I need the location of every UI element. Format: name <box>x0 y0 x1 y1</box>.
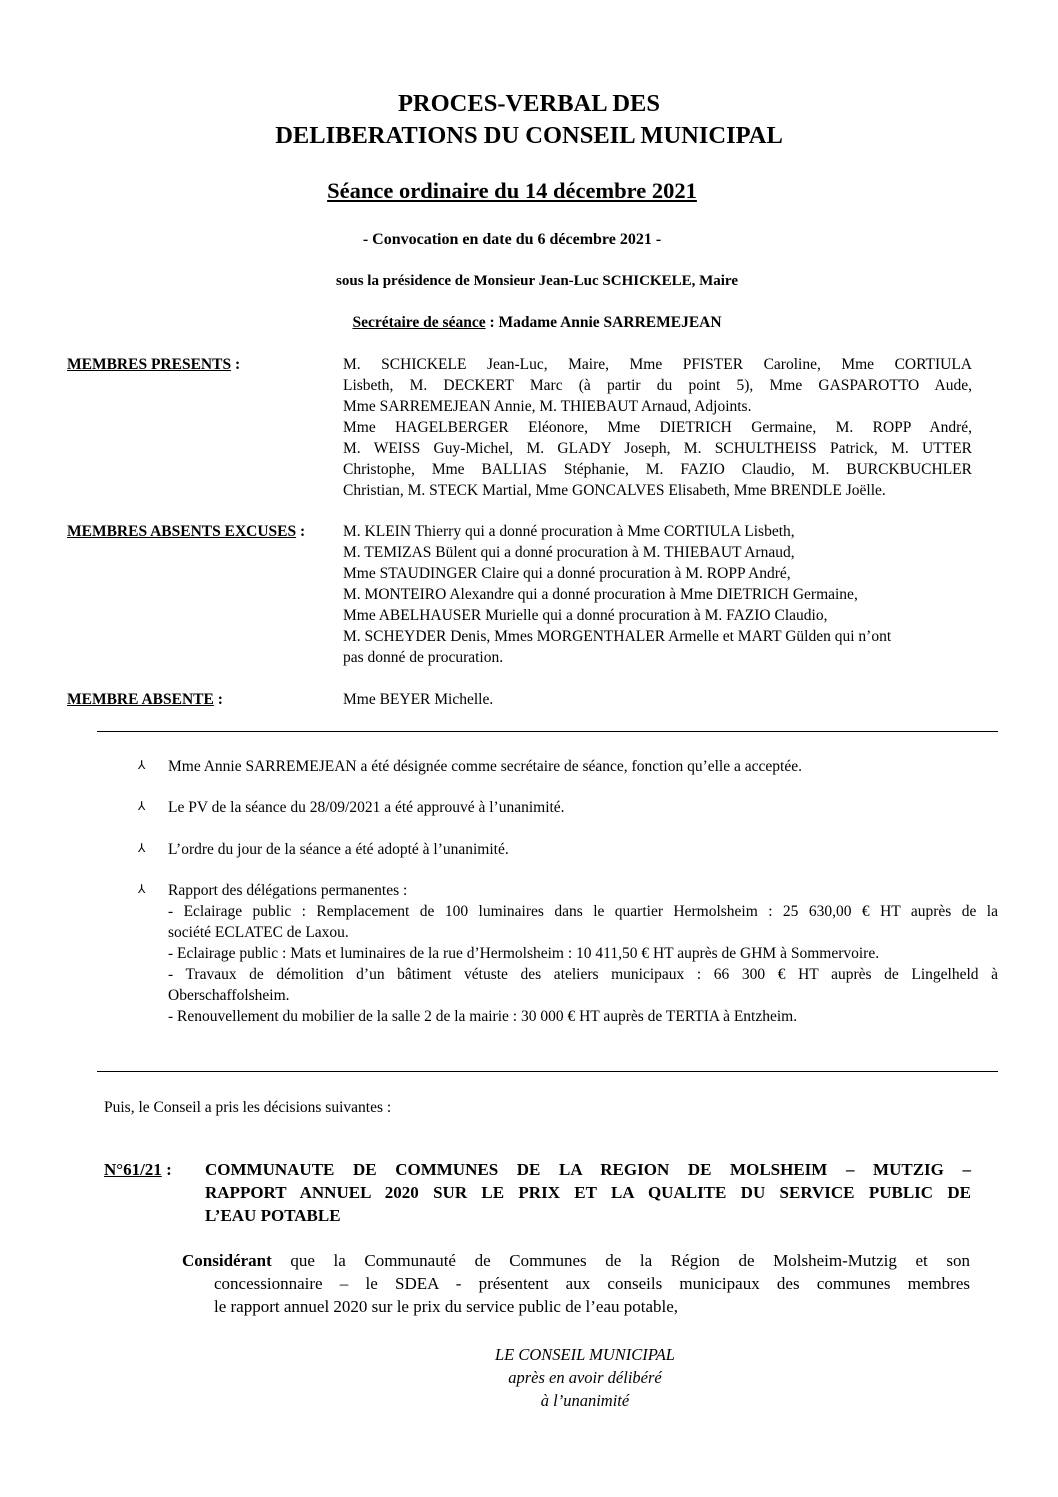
members-present-line: Lisbeth, M. DECKERT Marc (à partir du point 5), Mme GASPAROTTO Aude, <box>343 377 972 394</box>
members-absent-line: M. MONTEIRO Alexandre qui a donné procuration à Mme DIETRICH Germaine, <box>343 586 858 603</box>
members-present-label-text: MEMBRES PRESENTS <box>67 356 232 373</box>
session-title: Séance ordinaire du 14 décembre 2021 <box>327 178 697 203</box>
document-title <box>0 88 1058 152</box>
members-absent-line: Mme ABELHAUSER Murielle qui a donné procuration à M. FAZIO Claudio, <box>343 607 828 624</box>
bullet-arrow-icon: ⅄ <box>138 882 146 896</box>
delegation-line: société ECLATEC de Laxou. <box>168 924 349 941</box>
member-absent-label-suffix: : <box>213 691 223 708</box>
member-absent-label <box>67 689 223 710</box>
secretaire-value: : Madame Annie SARREMEJEAN <box>485 314 722 331</box>
members-present-line: M. WEISS Guy-Michel, M. GLADY Joseph, M. SCHULTHEISS Patrick, M. UTTER <box>343 440 972 457</box>
bullet-text: Mme Annie SARREMEJEAN a été désignée comme secrétaire de séance, fonction qu’elle a acceptée. <box>168 758 802 775</box>
title-line-1: PROCES-VERBAL DES <box>397 90 661 117</box>
title-line-2: DELIBERATIONS DU CONSEIL MUNICIPAL <box>275 122 783 149</box>
considerant-keyword: Considérant <box>182 1251 272 1270</box>
bullet-arrow-icon: ⅄ <box>138 841 146 855</box>
deliberation-number-text: N°61/21 <box>104 1160 162 1179</box>
members-present-label <box>67 354 240 375</box>
secretaire-de-seance <box>0 312 1058 334</box>
delegation-line: - Renouvellement du mobilier de la salle 2 de la mairie : 30 000 € HT auprès de TERTIA à Entzheim. <box>168 1008 798 1025</box>
delegation-line: - Eclairage public : Mats et luminaires de la rue d’Hermolsheim : 10 411,50 € HT auprès de GHM à Sommervoire. <box>168 945 880 962</box>
secretaire-label: Secrétaire de séance <box>352 314 486 331</box>
divider-top <box>97 731 998 732</box>
council-line: après en avoir délibéré <box>508 1368 662 1387</box>
deliberation-title-line: L’EAU POTABLE <box>205 1206 341 1225</box>
deliberation-title-line: RAPPORT ANNUEL 2020 SUR LE PRIX ET LA QUALITE DU SERVICE PUBLIC DE <box>205 1183 971 1202</box>
member-absent-value: Mme BEYER Michelle. <box>343 691 494 708</box>
deliberation-number-suffix: : <box>161 1160 172 1179</box>
members-absent-line: M. TEMIZAS Bülent qui a donné procuration à M. THIEBAUT Arnaud, <box>343 544 795 561</box>
members-present-list <box>343 354 972 501</box>
considerant-paragraph <box>182 1249 970 1318</box>
members-absent-excused-label-text: MEMBRES ABSENTS EXCUSES <box>67 523 297 540</box>
bullet-item <box>138 797 998 818</box>
bullet-arrow-icon: ⅄ <box>138 758 146 772</box>
bullet-text: Le PV de la séance du 28/09/2021 a été approuvé à l’unanimité. <box>168 799 565 816</box>
deliberation-number <box>104 1158 172 1181</box>
members-absent-excused-label-suffix: : <box>296 523 306 540</box>
members-present-line: M. SCHICKELE Jean-Luc, Maire, Mme PFISTER Caroline, Mme CORTIULA <box>343 356 972 373</box>
members-absent-excused-list <box>343 521 972 668</box>
bullet-item <box>138 839 998 860</box>
considerant-line-2: concessionnaire – le SDEA - présentent aux conseils municipaux des communes membres <box>214 1274 970 1293</box>
bullet-item <box>138 756 998 777</box>
bullet-text: L’ordre du jour de la séance a été adopté à l’unanimité. <box>168 841 509 858</box>
members-absent-line: Mme STAUDINGER Claire qui a donné procuration à M. ROPP André, <box>343 565 791 582</box>
considerant-line-3: le rapport annuel 2020 sur le prix du service public de l’eau potable, <box>214 1297 679 1316</box>
members-absent-line: pas donné de procuration. <box>343 649 504 666</box>
bullet-text: Rapport des délégations permanentes : <box>168 882 408 899</box>
delegation-line: - Eclairage public : Remplacement de 100 luminaires dans le quartier Hermolsheim : 25 630,00 € HT auprès de la <box>168 903 998 920</box>
member-absent-label-text: MEMBRE ABSENTE <box>67 691 214 708</box>
decisions-intro: Puis, le Conseil a pris les décisions suivantes : <box>104 1099 392 1116</box>
council-line: à l’unanimité <box>540 1391 630 1410</box>
members-absent-excused-label <box>67 521 305 542</box>
convocation-date: - Convocation en date du 6 décembre 2021 - <box>362 231 662 248</box>
members-present-line: Christophe, Mme BALLIAS Stéphanie, M. FAZIO Claudio, M. BURCKBUCHLER <box>343 461 972 478</box>
members-present-label-suffix: : <box>231 356 241 373</box>
members-absent-line: M. SCHEYDER Denis, Mmes MORGENTHALER Armelle et MART Gülden qui n’ont <box>343 628 892 645</box>
presidence: sous la présidence de Monsieur Jean-Luc SCHICKELE, Maire <box>336 273 738 289</box>
members-present-line: Mme SARREMEJEAN Annie, M. THIEBAUT Arnaud, Adjoints. <box>343 398 752 415</box>
bullet-arrow-icon: ⅄ <box>138 799 146 813</box>
council-line: LE CONSEIL MUNICIPAL <box>494 1345 675 1364</box>
considerant-line-1 <box>182 1249 970 1272</box>
delegation-line: Oberschaffolsheim. <box>168 987 290 1004</box>
divider-bottom <box>97 1071 998 1072</box>
members-present-line: Mme HAGELBERGER Eléonore, Mme DIETRICH Germaine, M. ROPP André, <box>343 419 972 436</box>
deliberation-title <box>205 1158 971 1227</box>
considerant-text-1: que la Communauté de Communes de la Région de Molsheim-Mutzig et son <box>271 1251 970 1270</box>
delegation-line: - Travaux de démolition d’un bâtiment vétuste des ateliers municipaux : 66 300 € HT auprès de Lingelheld à <box>168 966 998 983</box>
members-present-line: Christian, M. STECK Martial, Mme GONCALVES Elisabeth, Mme BRENDLE Joëlle. <box>343 482 886 499</box>
bullet-item <box>138 880 998 1027</box>
council-decision <box>0 1343 1058 1412</box>
deliberation-title-line: COMMUNAUTE DE COMMUNES DE LA REGION DE MOLSHEIM – MUTZIG – <box>205 1160 971 1179</box>
members-absent-line: M. KLEIN Thierry qui a donné procuration à Mme CORTIULA Lisbeth, <box>343 523 795 540</box>
